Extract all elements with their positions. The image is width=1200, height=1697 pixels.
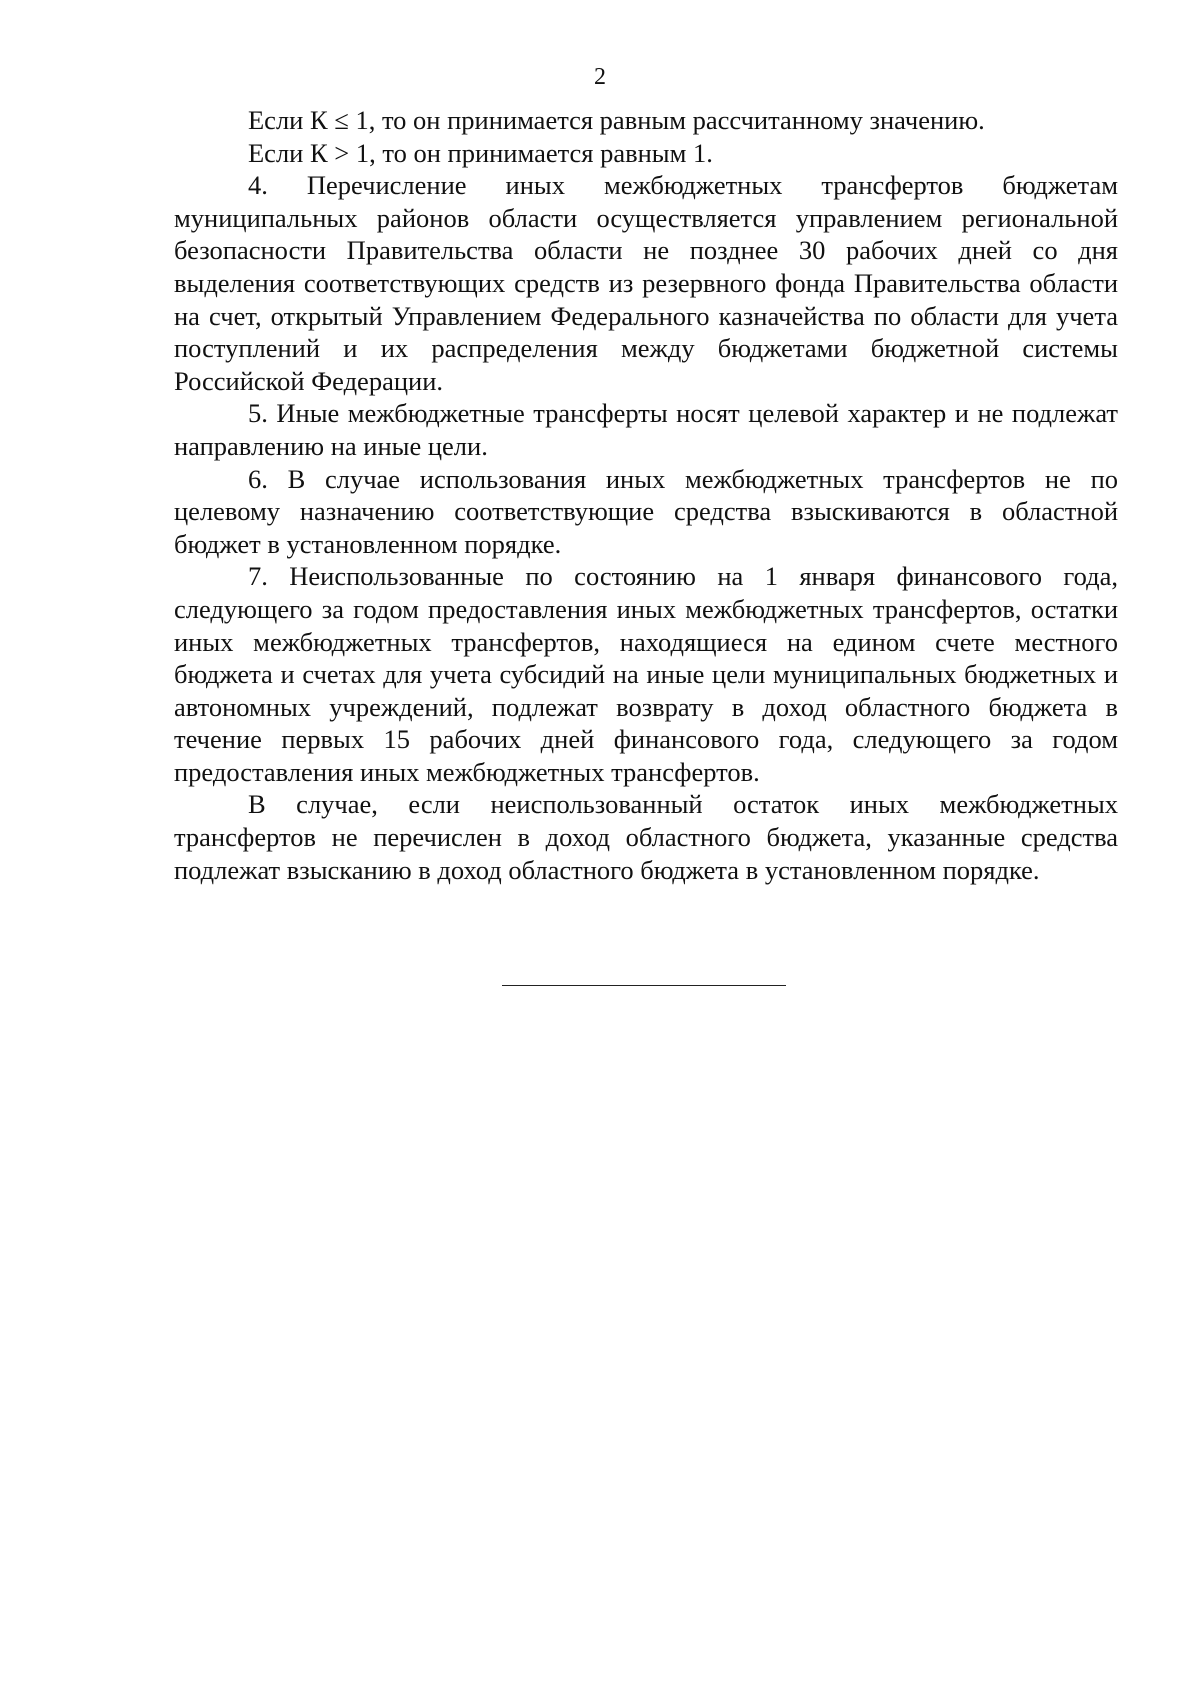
paragraph-k-less-equal-one: Если К ≤ 1, то он принимается равным рассчитанному значению. <box>248 105 985 135</box>
paragraph-item-4-transfer-procedure: 4. Перечисление иных межбюджетных трансфертов бюджетам муниципальных районов области осуществляется управлением региональной безопасности Правительства области не позднее 30 рабочих дней со дня выделения соответствующих средств из резервного фонда Правительства области на счет, открытый Управлением Федерального казначейства по области для учета поступлений и их распределения между бюджетами бюджетной системы Российской Федерации. <box>174 170 1118 396</box>
document-end-line <box>502 985 786 986</box>
paragraph-item-7-unused-balances: 7. Неиспользованные по состоянию на 1 января финансового года, следующего за годом предоставления иных межбюджетных трансфертов, остатки иных межбюджетных трансфертов, находящиеся на едином счете местного бюджета и счетах для учета субсидий на иные цели муниципальных бюджетных и автономных учреждений, подлежат возврату в доход областного бюджета в течение первых 15 рабочих дней финансового года, следующего за годом предоставления иных межбюджетных трансфертов. <box>174 561 1118 787</box>
page-number: 2 <box>594 64 606 90</box>
paragraph-item-5-target-purpose: 5. Иные межбюджетные трансферты носят целевой характер и не подлежат направлению на иные цели. <box>174 398 1118 461</box>
document-body <box>174 104 1118 886</box>
paragraph-item-6-misuse-recovery: 6. В случае использования иных межбюджетных трансфертов не по целевому назначению соответствующие средства взыскиваются в областной бюджет в установленном порядке. <box>174 463 1118 559</box>
paragraph-unreturned-balance-recovery: В случае, если неиспользованный остаток иных межбюджетных трансфертов не перечислен в доход областного бюджета, указанные средства подлежат взысканию в доход областного бюджета в установленном порядке. <box>174 789 1118 885</box>
paragraph-k-greater-one: Если К > 1, то он принимается равным 1. <box>248 137 713 168</box>
